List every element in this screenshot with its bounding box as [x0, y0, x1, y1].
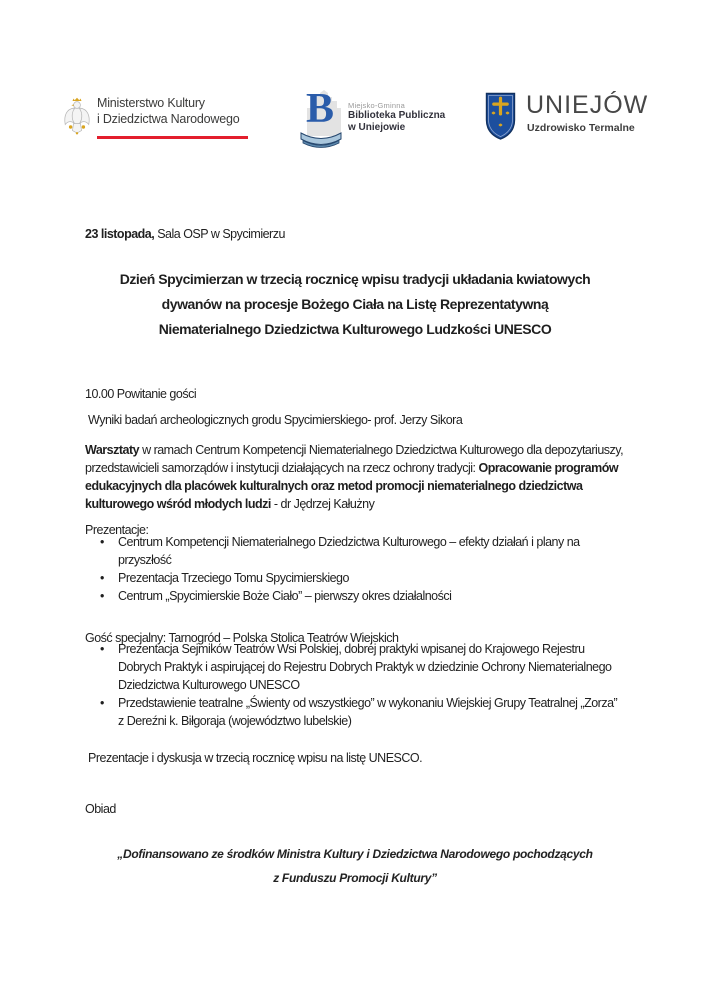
event-title-line: Dzień Spycimierzan w trzecią rocznicę wpisu tradycji układania kwiatowych — [119, 271, 591, 287]
ministry-red-underline — [97, 136, 248, 139]
workshops-lecturer: - dr Jędrzej Kałużny — [270, 496, 375, 511]
library-name-line1: Biblioteka Publiczna — [348, 110, 446, 121]
welcome-item: 10.00 Powitanie gości — [85, 386, 197, 401]
uniejow-subtitle: Uzdrowisko Termalne — [527, 122, 635, 134]
workshops-paragraph — [85, 441, 625, 513]
event-title — [85, 267, 625, 342]
event-title-line: dywanów na procesje Bożego Ciała na Listę Reprezentatywną — [161, 296, 549, 312]
discussion-item: Prezentacje i dyskusja w trzecią rocznicę wpisu na listę UNESCO. — [88, 750, 423, 765]
presentation-item: • Centrum Kompetencji Niematerialnego Dziedzictwa Kulturowego – efekty działań i plany na przyszłość — [85, 533, 625, 569]
special-guest-item: • Przedstawienie teatralne „Świenty od wszystkiego” w wykonaniu Wiejskiej Grupy Teatralnej „Zorza” z Dereźni k. Biłgoraja (województwo lubelskie) — [85, 694, 625, 730]
library-letter-b: B — [306, 86, 335, 132]
special-guest-label: Gość specjalny: Tarnogród – Polska Stolica Teatrów Wiejskich — [85, 630, 399, 645]
funding-note-line: „Dofinansowano ze środków Ministra Kultury i Dziedzictwa Narodowego pochodzących — [117, 847, 593, 861]
event-title-line: Niematerialnego Dziedzictwa Kulturowego Ludzkości UNESCO — [158, 321, 552, 337]
event-date-line — [85, 225, 625, 243]
ministry-eagle-icon — [62, 97, 92, 135]
presentation-item: • Centrum „Spycimierskie Boże Ciało” – pierwszy okres działalności — [85, 587, 625, 605]
library-name-line2: w Uniejowie — [348, 122, 406, 133]
workshops-description: w ramach Centrum Kompetencji Niematerialnego Dziedzictwa Kulturowego dla depozytariuszy, przedstawicieli samorządów i instytucji działających na rzecz ochrony tradycji: — [85, 442, 624, 475]
library-small-label: Miejsko-Gminna — [348, 101, 405, 110]
event-date: 23 listopada, — [85, 226, 155, 241]
ministry-name-line2: i Dziedzictwa Narodowego — [97, 111, 240, 126]
funding-note-line: z Funduszu Promocji Kultury” — [273, 871, 437, 885]
presentations-list — [85, 533, 625, 605]
workshops-topic: Opracowanie programów edukacyjnych dla placówek kulturalnych oraz metod promocji niematerialnego dziedzictwa kulturowego wśród młodych ludzi — [85, 460, 619, 511]
archeology-item: Wyniki badań archeologicznych grodu Spycimierskiego- prof. Jerzy Sikora — [88, 412, 463, 427]
special-guest-item: • Prezentacja Sejmików Teatrów Wsi Polskiej, dobrej praktyki wpisanej do Krajowego Rejestru Dobrych Praktyk i aspirującej do Rejestru Dobrych Praktyk w dziedzinie Ochrony Niematerialnego Dziedzictwa Kulturowego UNESCO — [85, 640, 625, 694]
presentation-item: • Prezentacja Trzeciego Tomu Spycimierskiego — [85, 569, 625, 587]
ministry-name-line1: Ministerstwo Kultury — [97, 96, 205, 110]
uniejow-shield-icon — [485, 92, 516, 146]
presentations-label: Prezentacje: — [85, 522, 149, 537]
funding-note — [85, 842, 625, 890]
workshops-heading: Warsztaty — [85, 442, 140, 457]
lunch-item: Obiad — [85, 801, 116, 816]
event-venue: Sala OSP w Spycimierzu — [154, 226, 285, 241]
ministry-logo-text — [97, 96, 240, 127]
library-book-icon — [299, 131, 343, 158]
uniejow-name: UNIEJÓW — [526, 91, 649, 119]
special-guest-list — [85, 640, 625, 730]
